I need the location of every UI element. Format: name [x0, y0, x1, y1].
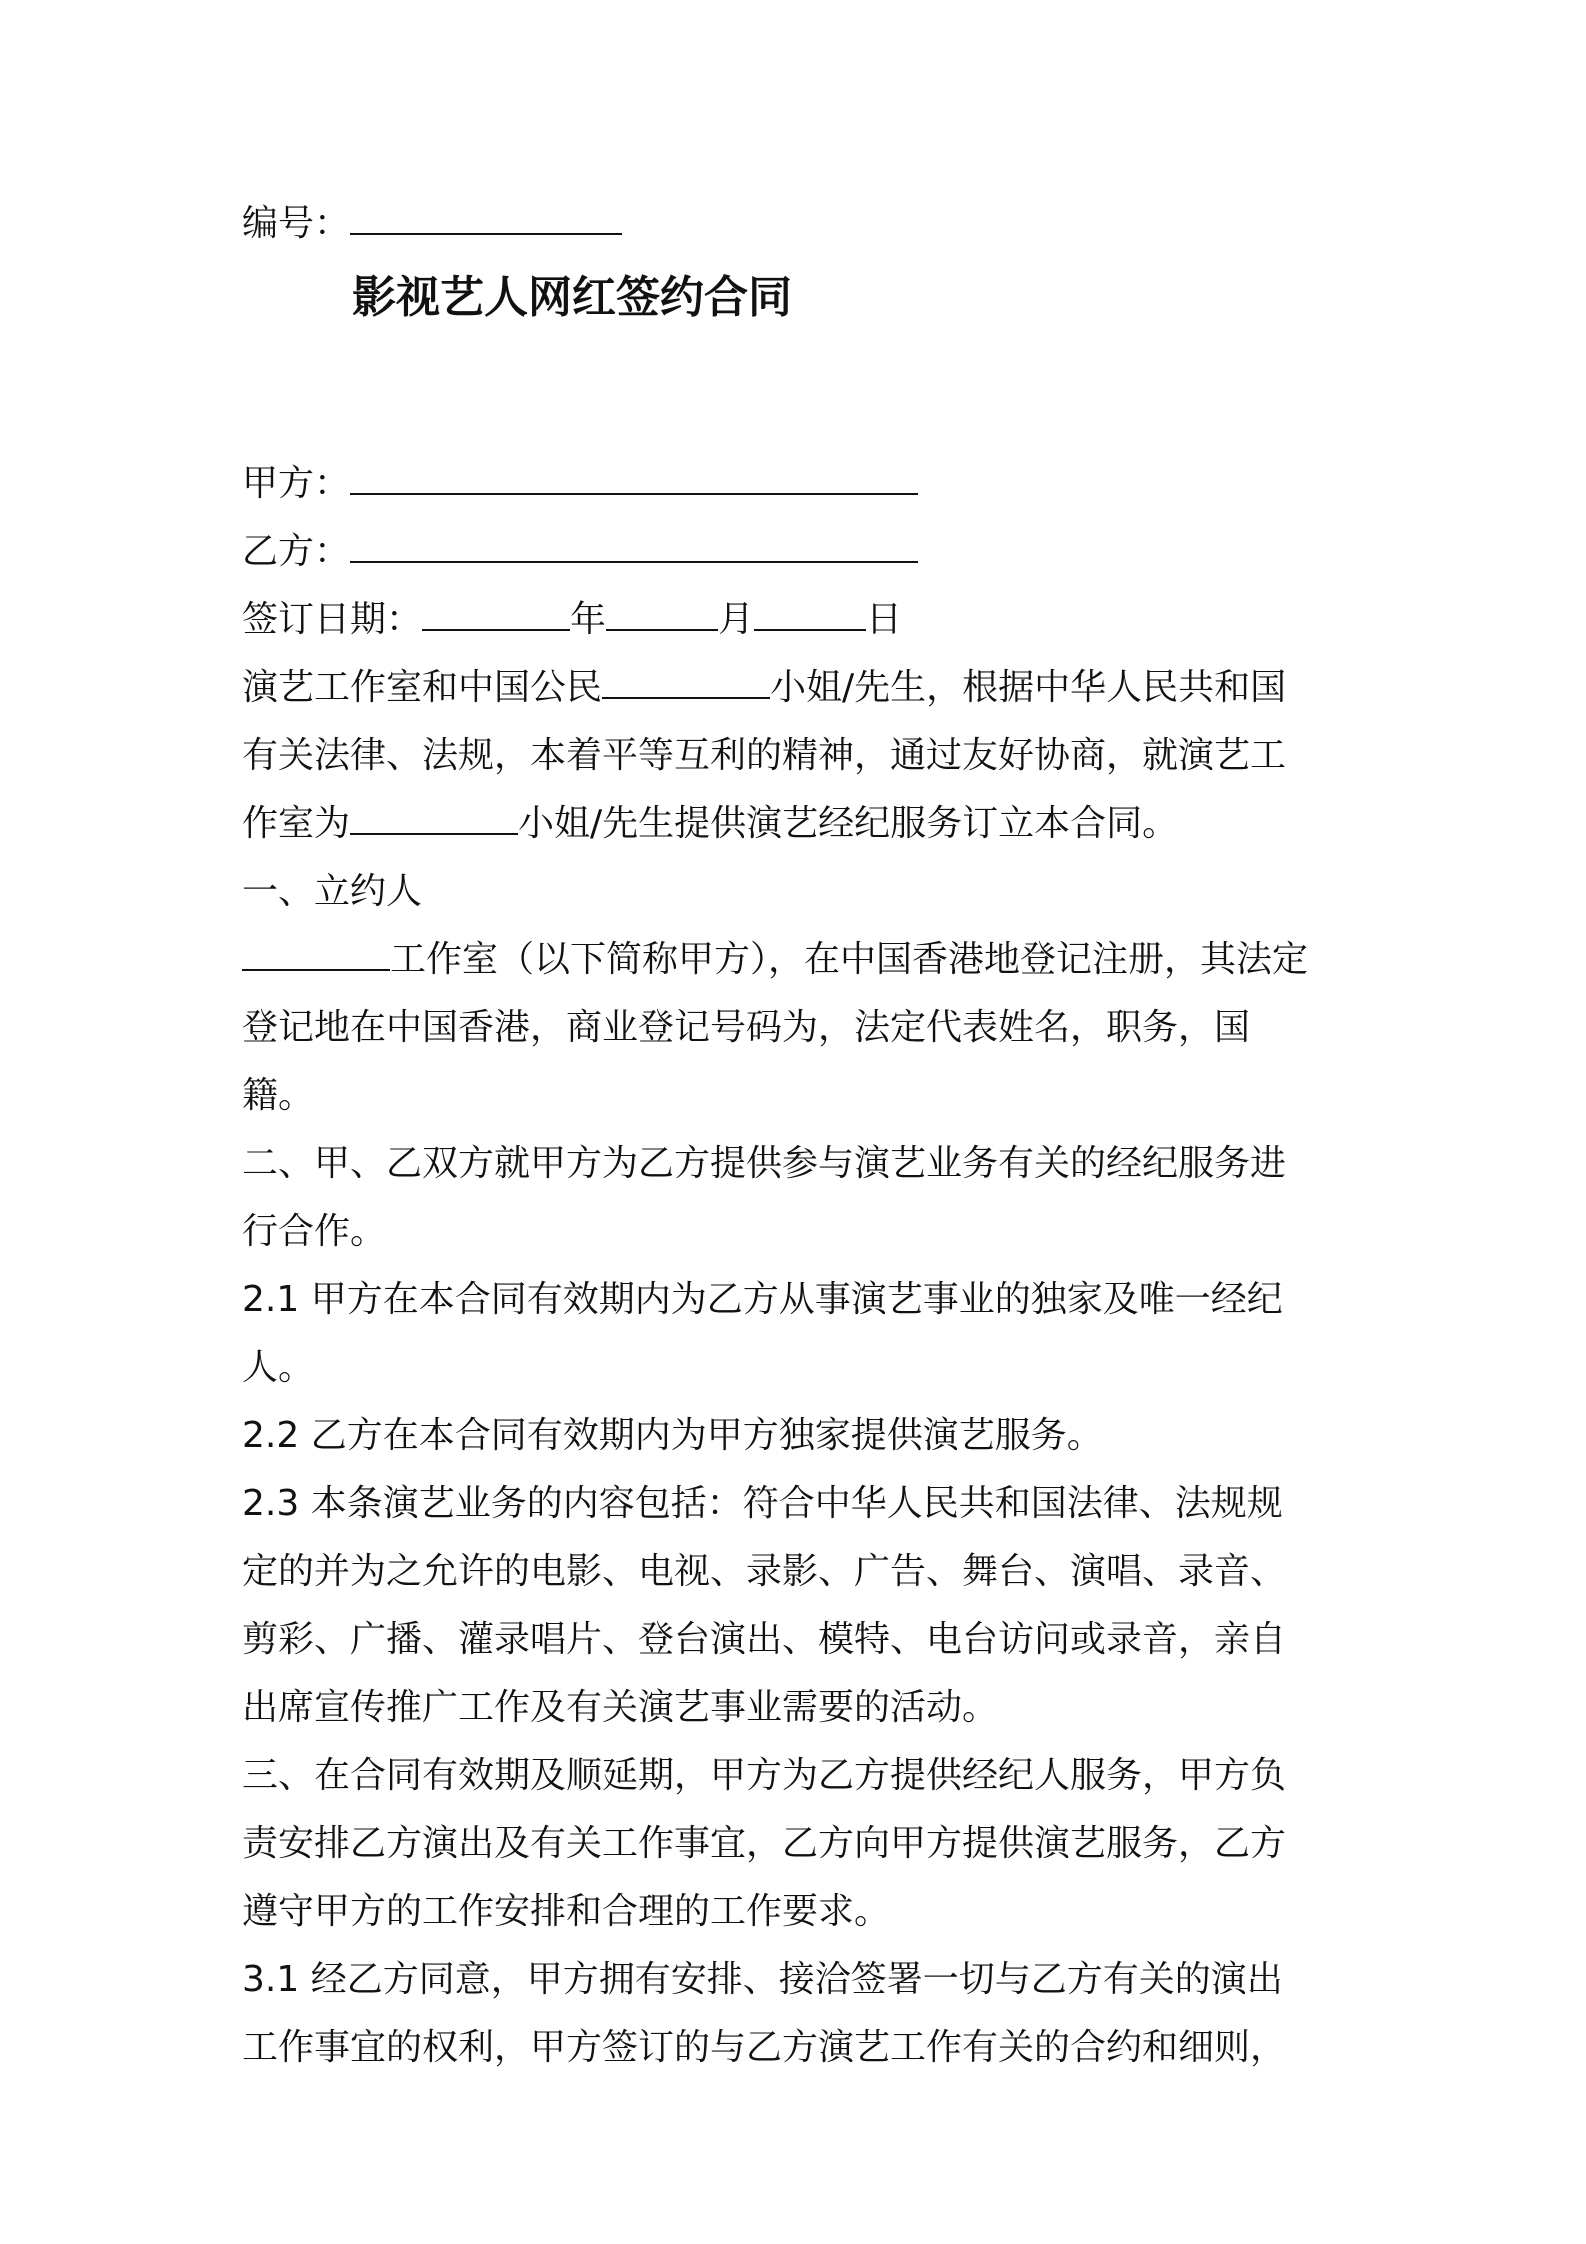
client-name-blank [350, 797, 518, 835]
signing-date-label: 签订日期： [242, 599, 423, 640]
intro-line-2: 有关法律、法规，本着平等互利的精神，通过友好协商，就演艺工 [242, 735, 1287, 776]
section-1-line-1 [242, 926, 1362, 994]
section-3-line-3: 遵守甲方的工作安排和合理的工作要求。 [242, 1891, 891, 1932]
date-year-label: 年 [570, 599, 607, 640]
clause-2-1-line-1: 2.1 甲方在本合同有效期内为乙方从事演艺事业的独家及唯一经纪 [242, 1279, 1283, 1320]
clause-2-2-line-1: 2.2 乙方在本合同有效期内为甲方独家提供演艺服务。 [242, 1415, 1103, 1456]
section-1-heading: 一、立约人 [242, 871, 423, 912]
party-a-blank [350, 457, 918, 495]
date-year-blank [422, 593, 570, 631]
clause-2-3-line-2: 定的并为之允许的电影、电视、录影、广告、舞台、演唱、录音、 [242, 1551, 1287, 1592]
document-number-line [242, 190, 1362, 258]
party-a-line [242, 450, 1362, 518]
date-day-blank [754, 593, 866, 631]
party-b-line [242, 518, 1362, 586]
signing-date-line [242, 586, 1362, 654]
date-day-label: 日 [866, 599, 903, 640]
date-month-label: 月 [718, 599, 755, 640]
section-2-line-2: 行合作。 [242, 1211, 387, 1252]
clause-2-3-line-4: 出席宣传推广工作及有关演艺事业需要的活动。 [242, 1687, 999, 1728]
party-b-label: 乙方： [242, 531, 351, 572]
date-month-blank [606, 593, 718, 631]
intro-text: 小姐/先生，根据中华人民共和国 [770, 667, 1287, 708]
intro-line-1 [242, 654, 1362, 722]
section-3-line-2: 责安排乙方演出及有关工作事宜，乙方向甲方提供演艺服务，乙方 [242, 1823, 1287, 1864]
contract-body [242, 654, 1362, 2082]
clause-2-3-line-3: 剪彩、广播、灌录唱片、登台演出、模特、电台访问或录音，亲自 [242, 1619, 1287, 1660]
header-fields [242, 450, 1362, 654]
citizen-name-blank [602, 661, 770, 699]
document-title: 影视艺人网红签约合同 [352, 272, 792, 323]
party-a-label: 甲方： [242, 463, 351, 504]
document-number-label: 编号： [242, 203, 351, 244]
party-b-blank [350, 525, 918, 563]
intro-text: 小姐/先生提供演艺经纪服务订立本合同。 [518, 803, 1179, 844]
document-number-blank [350, 197, 622, 235]
clause-3-1-line-1: 3.1 经乙方同意，甲方拥有安排、接洽签署一切与乙方有关的演出 [242, 1959, 1283, 2000]
section-2-line-1: 二、甲、乙双方就甲方为乙方提供参与演艺业务有关的经纪服务进 [242, 1143, 1287, 1184]
clause-2-1-line-2: 人。 [242, 1347, 315, 1388]
intro-text: 作室为 [242, 803, 351, 844]
contract-document [242, 190, 1362, 2082]
section-text: 工作室（以下简称甲方），在中国香港地登记注册，其法定 [390, 939, 1309, 980]
clause-3-1-line-2: 工作事宜的权利，甲方签订的与乙方演艺工作有关的合约和细则， [242, 2027, 1287, 2068]
section-3-line-1: 三、在合同有效期及顺延期，甲方为乙方提供经纪人服务，甲方负 [242, 1755, 1287, 1796]
studio-name-blank [242, 933, 390, 971]
intro-text: 演艺工作室和中国公民 [242, 667, 603, 708]
clause-2-3-line-1: 2.3 本条演艺业务的内容包括：符合中华人民共和国法律、法规规 [242, 1483, 1283, 1524]
intro-line-3 [242, 790, 1362, 858]
section-1-line-3: 籍。 [242, 1075, 315, 1116]
section-1-line-2: 登记地在中国香港，商业登记号码为，法定代表姓名，职务，国 [242, 1007, 1251, 1048]
